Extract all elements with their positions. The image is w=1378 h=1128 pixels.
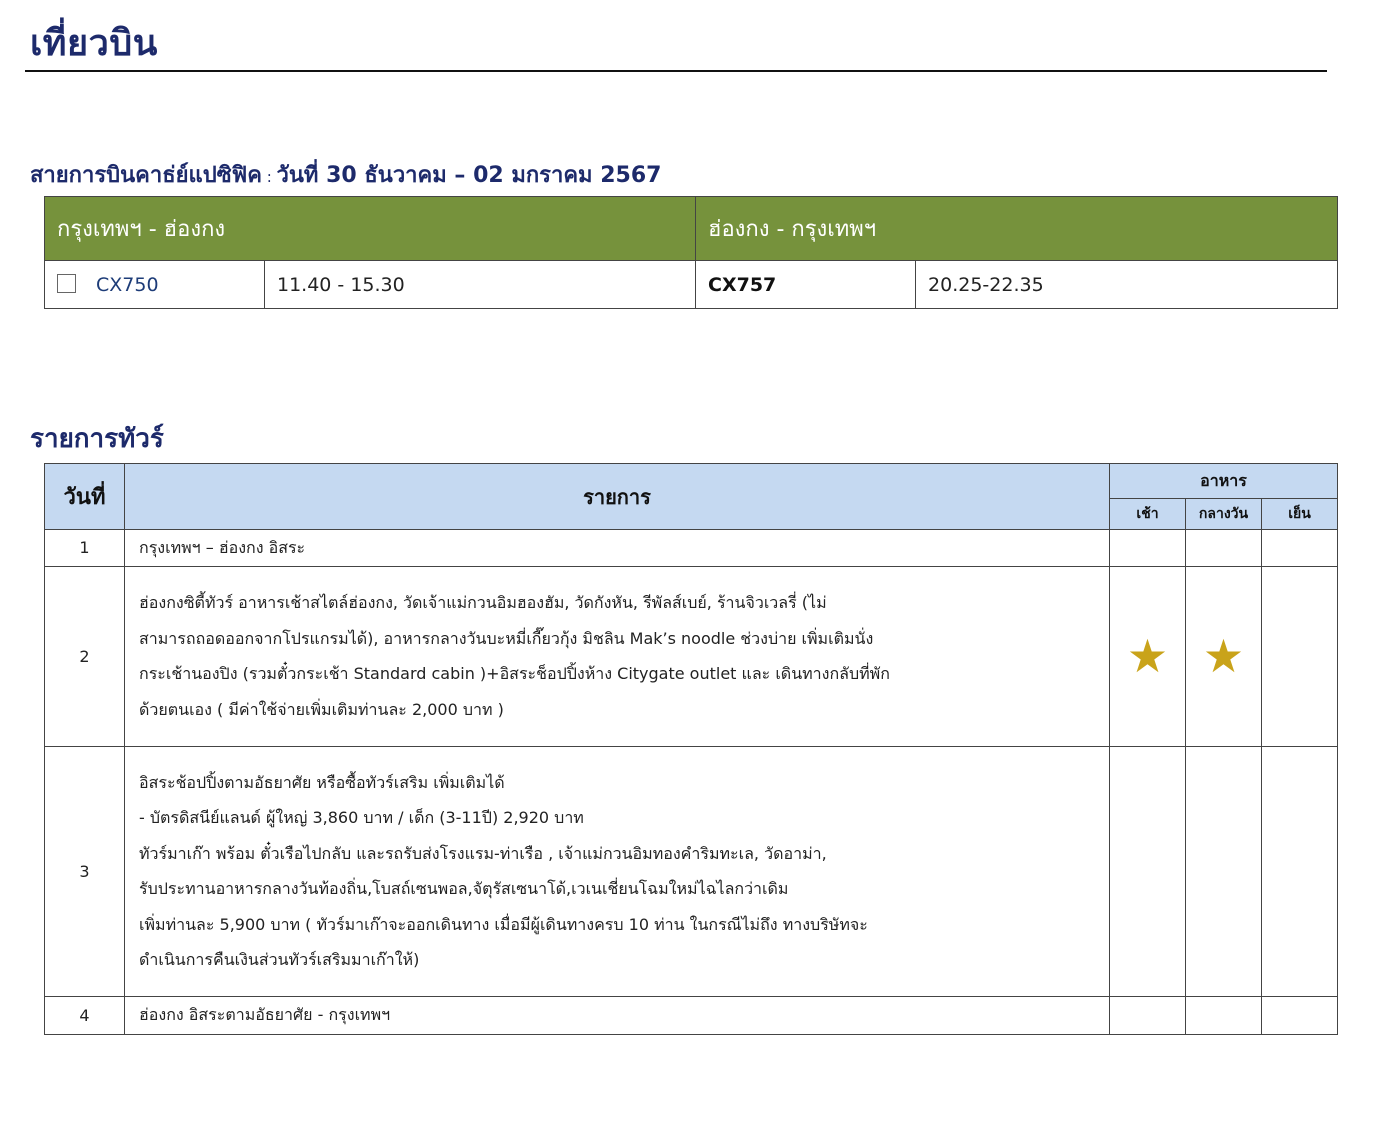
heading-separator: : [261,168,277,186]
description-line: ทัวร์มาเก๊า พร้อม ตั๋วเรือไปกลับ และรถรับส่งโรงแรม-ท่าเรือ , เจ้าแม่กวนอิมทองคำริมทะเล, วัดอาม่า, [139,843,827,863]
travel-dates: วันที่ 30 ธันวาคม – 02 มกราคม 2567 [276,163,662,188]
dinner-cell [1262,566,1338,746]
breakfast-cell [1110,530,1186,567]
description-line: เพิ่มท่านละ 5,900 บาท ( ทัวร์มาเก๊าจะออกเดินทาง เมื่อมีผู้เดินทางครบ 10 ท่าน ในกรณีไม่ถึง ทางบริษัทจะ [139,914,868,934]
day-number: 3 [45,746,125,996]
lunch-cell [1186,996,1262,1034]
day-number: 4 [45,996,125,1034]
description-line: - บัตรดิสนีย์แลนด์ ผู้ใหญ่ 3,860 บาท / เด็ก (3-11ปี) 2,920 บาท [139,808,584,827]
itinerary-row [45,530,1338,567]
return-flight-time: 20.25-22.35 [916,261,1338,309]
description-line: ฮ่องกง อิสระตามอัธยาศัย - กรุงเทพฯ [139,1005,391,1025]
airline-name: สายการบินคาธ่ย์แปซิฟิค [30,163,262,188]
meals-column-header: อาหาร [1110,464,1338,499]
tour-itinerary-table [44,463,1338,1035]
star-icon: ★ [1126,629,1169,683]
items-column-header: รายการ [125,464,1110,530]
day-number: 1 [45,530,125,567]
outbound-header: กรุงเทพฯ - ฮ่องกง [45,197,696,261]
flight-heading [30,157,661,192]
title-divider [25,70,1327,72]
lunch-cell [1186,530,1262,567]
day-description [125,566,1110,746]
breakfast-header: เช้า [1110,499,1186,530]
itinerary-row [45,746,1338,996]
dinner-header: เย็น [1262,499,1338,530]
dinner-cell [1262,996,1338,1034]
lunch-cell [1186,746,1262,996]
description-line: กระเช้านองปิง (รวมตั๋วกระเช้า Standard cabin )+อิสระช็อปปิ้งห้าง Citygate outlet และ เดินทางกลับที่พัก [139,664,890,683]
breakfast-cell [1110,746,1186,996]
return-flight-code: CX757 [696,261,916,309]
day-column-header: วันที่ [45,464,125,530]
dinner-cell [1262,530,1338,567]
page-title: เที่ยวบิน [30,23,158,64]
day-number: 2 [45,566,125,746]
tour-heading: รายการทัวร์ [30,424,164,454]
breakfast-cell [1110,996,1186,1034]
outbound-flight-cell [45,261,265,309]
flight-row [45,261,1338,309]
return-header: ฮ่องกง - กรุงเทพฯ [696,197,1338,261]
day-description [125,530,1110,567]
flight-table-header [45,197,1338,261]
tour-table-body [45,530,1338,1035]
dinner-cell [1262,746,1338,996]
day-description [125,996,1110,1034]
description-line: ฮ่องกงซิตี้ทัวร์ อาหารเช้าสไตล์ฮ่องกง, วัดเจ้าแม่กวนอิมฮองฮัม, วัดกังหัน, รีพัลส์เบย์, ร้านจิวเวลรี่ (ไม่ [139,593,827,612]
description-line: สามารถถอดออกจากโปรแกรมได้), อาหารกลางวันบะหมี่เกี๊ยวกุ้ง มิชลิน Mak’s noodle ช่วงบ่าย เพิ่มเติมนั่ง [139,628,874,648]
outbound-flight-time: 11.40 - 15.30 [265,261,696,309]
description-line: ดำเนินการคืนเงินส่วนทัวร์เสริมมาเก๊าให้) [139,950,420,969]
itinerary-row [45,566,1338,746]
itinerary-row [45,996,1338,1034]
flight-table [44,196,1338,309]
description-line: รับประทานอาหารกลางวันท้องถิ่น,โบสถ์เซนพอล,จัตุรัสเซนาโด้,เวเนเชี่ยนโฉมใหม่ไฉไลกว่าเดิม [139,879,789,898]
description-line: กรุงเทพฯ – ฮ่องกง อิสระ [139,538,306,557]
description-line: อิสระช้อปปิ้งตามอัธยาศัย หรือซื้อทัวร์เสริม เพิ่มเติมได้ [139,772,505,792]
breakfast-cell [1110,566,1186,746]
outbound-flight-code: CX750 [96,273,159,296]
star-icon: ★ [1202,629,1245,683]
description-line: ด้วยตนเอง ( มีค่าใช้จ่ายเพิ่มเติมท่านละ 2,000 บาท ) [139,699,504,719]
lunch-cell [1186,566,1262,746]
flight-checkbox[interactable] [57,274,76,293]
lunch-header: กลางวัน [1186,499,1262,530]
day-description [125,746,1110,996]
